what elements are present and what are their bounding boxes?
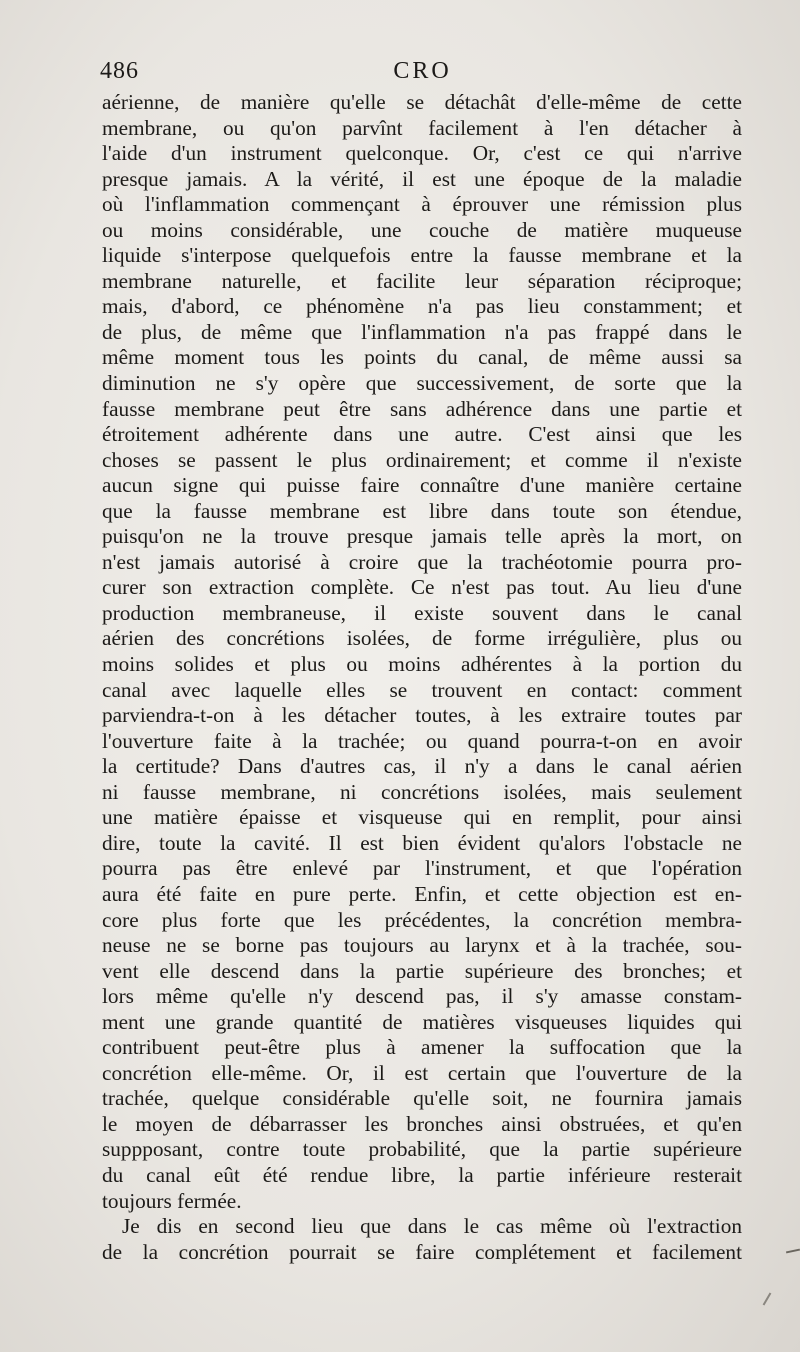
text-line: ou moins considérable, une couche de matière muqueuse xyxy=(102,217,742,242)
text-line: contribuent peut-être plus à amener la suffocation que la xyxy=(102,1035,742,1060)
text-line: curer son extraction complète. Ce n'est pas tout. Au lieu d'une xyxy=(102,575,742,600)
text-line: pourra pas être enlevé par l'instrument, et que l'opération xyxy=(102,856,742,881)
text-line: du canal eût été rendue libre, la partie inférieure resterait xyxy=(102,1162,742,1187)
text-line: aura été faite en pure perte. Enfin, et cette objection est en- xyxy=(102,881,742,906)
page-number: 486 xyxy=(100,58,139,84)
text-line: aucun signe qui puisse faire connaître d'une manière certaine xyxy=(102,473,742,498)
running-head: CRO xyxy=(393,58,452,84)
text-line: Je dis en second lieu que dans le cas même où l'extraction xyxy=(122,1214,742,1239)
page-edge-mark xyxy=(763,1292,772,1305)
page-header xyxy=(100,58,745,90)
text-line: liquide s'interpose quelquefois entre la fausse membrane et la xyxy=(102,243,742,268)
text-line: choses se passent le plus ordinairement; et comme il n'existe xyxy=(102,447,742,472)
paragraph xyxy=(102,1214,742,1265)
text-line: moins solides et plus ou moins adhérentes à la portion du xyxy=(102,652,742,677)
text-line: membrane, ou qu'on parvînt facilement à l'en détacher à xyxy=(102,115,742,140)
text-line: ni fausse membrane, ni concrétions isolées, mais seulement xyxy=(102,779,742,804)
text-line: neuse ne se borne pas toujours au larynx et à la trachée, sou- xyxy=(102,933,742,958)
text-line: le moyen de débarrasser les bronches ainsi obstruées, et qu'en xyxy=(102,1111,742,1136)
text-line: suppposant, contre toute probabilité, que la partie supérieure xyxy=(102,1137,742,1162)
text-line: toujours fermée. xyxy=(102,1188,242,1213)
text-line: où l'inflammation commençant à éprouver une rémission plus xyxy=(102,192,742,217)
text-line: aérienne, de manière qu'elle se détachât d'elle-même de cette xyxy=(102,90,742,114)
text-line: dire, toute la cavité. Il est bien évident qu'alors l'obstacle ne xyxy=(102,830,742,855)
text-line: lors même qu'elle n'y descend pas, il s'y amasse constam- xyxy=(102,984,742,1009)
body-text xyxy=(102,90,742,1265)
text-line: l'ouverture faite à la trachée; ou quand pourra-t-on en avoir xyxy=(102,728,742,753)
text-line: membrane naturelle, et facilite leur séparation réciproque; xyxy=(102,268,742,293)
page-edge-mark xyxy=(786,1249,800,1254)
text-line: une matière épaisse et visqueuse qui en remplit, pour ainsi xyxy=(102,805,742,830)
text-line: l'aide d'un instrument quelconque. Or, c'est ce qui n'arrive xyxy=(102,141,742,166)
text-line: concrétion elle-même. Or, il est certain que l'ouverture de la xyxy=(102,1060,742,1085)
text-line: mais, d'abord, ce phénomène n'a pas lieu constamment; et xyxy=(102,294,742,319)
paragraph xyxy=(102,90,742,1214)
text-line: fausse membrane peut être sans adhérence dans une partie et xyxy=(102,396,742,421)
text-line: canal avec laquelle elles se trouvent en contact: comment xyxy=(102,677,742,702)
text-line: même moment tous les points du canal, de même aussi sa xyxy=(102,345,742,370)
text-line: n'est jamais autorisé à croire que la trachéotomie pourra pro- xyxy=(102,549,742,574)
text-line: aérien des concrétions isolées, de forme irrégulière, plus ou xyxy=(102,626,742,651)
text-line: étroitement adhérente dans une autre. C'est ainsi que les xyxy=(102,422,742,447)
text-line: de plus, de même que l'inflammation n'a pas frappé dans le xyxy=(102,319,742,344)
text-line: core plus forte que les précédentes, la concrétion membra- xyxy=(102,907,742,932)
text-line: parviendra-t-on à les détacher toutes, à les extraire toutes par xyxy=(102,703,742,728)
text-line: de la concrétion pourrait se faire complétement et facilement xyxy=(102,1239,742,1264)
text-line: presque jamais. A la vérité, il est une époque de la maladie xyxy=(102,166,742,191)
text-line: trachée, quelque considérable qu'elle soit, ne fournira jamais xyxy=(102,1086,742,1111)
text-line: vent elle descend dans la partie supérieure des bronches; et xyxy=(102,958,742,983)
text-line: diminution ne s'y opère que successivement, de sorte que la xyxy=(102,371,742,396)
text-line: puisqu'on ne la trouve presque jamais telle après la mort, on xyxy=(102,524,742,549)
text-line: que la fausse membrane est libre dans toute son étendue, xyxy=(102,498,742,523)
text-line: production membraneuse, il existe souvent dans le canal xyxy=(102,600,742,625)
text-line: ment une grande quantité de matières visqueuses liquides qui xyxy=(102,1009,742,1034)
text-line: la certitude? Dans d'autres cas, il n'y a dans le canal aérien xyxy=(102,754,742,779)
